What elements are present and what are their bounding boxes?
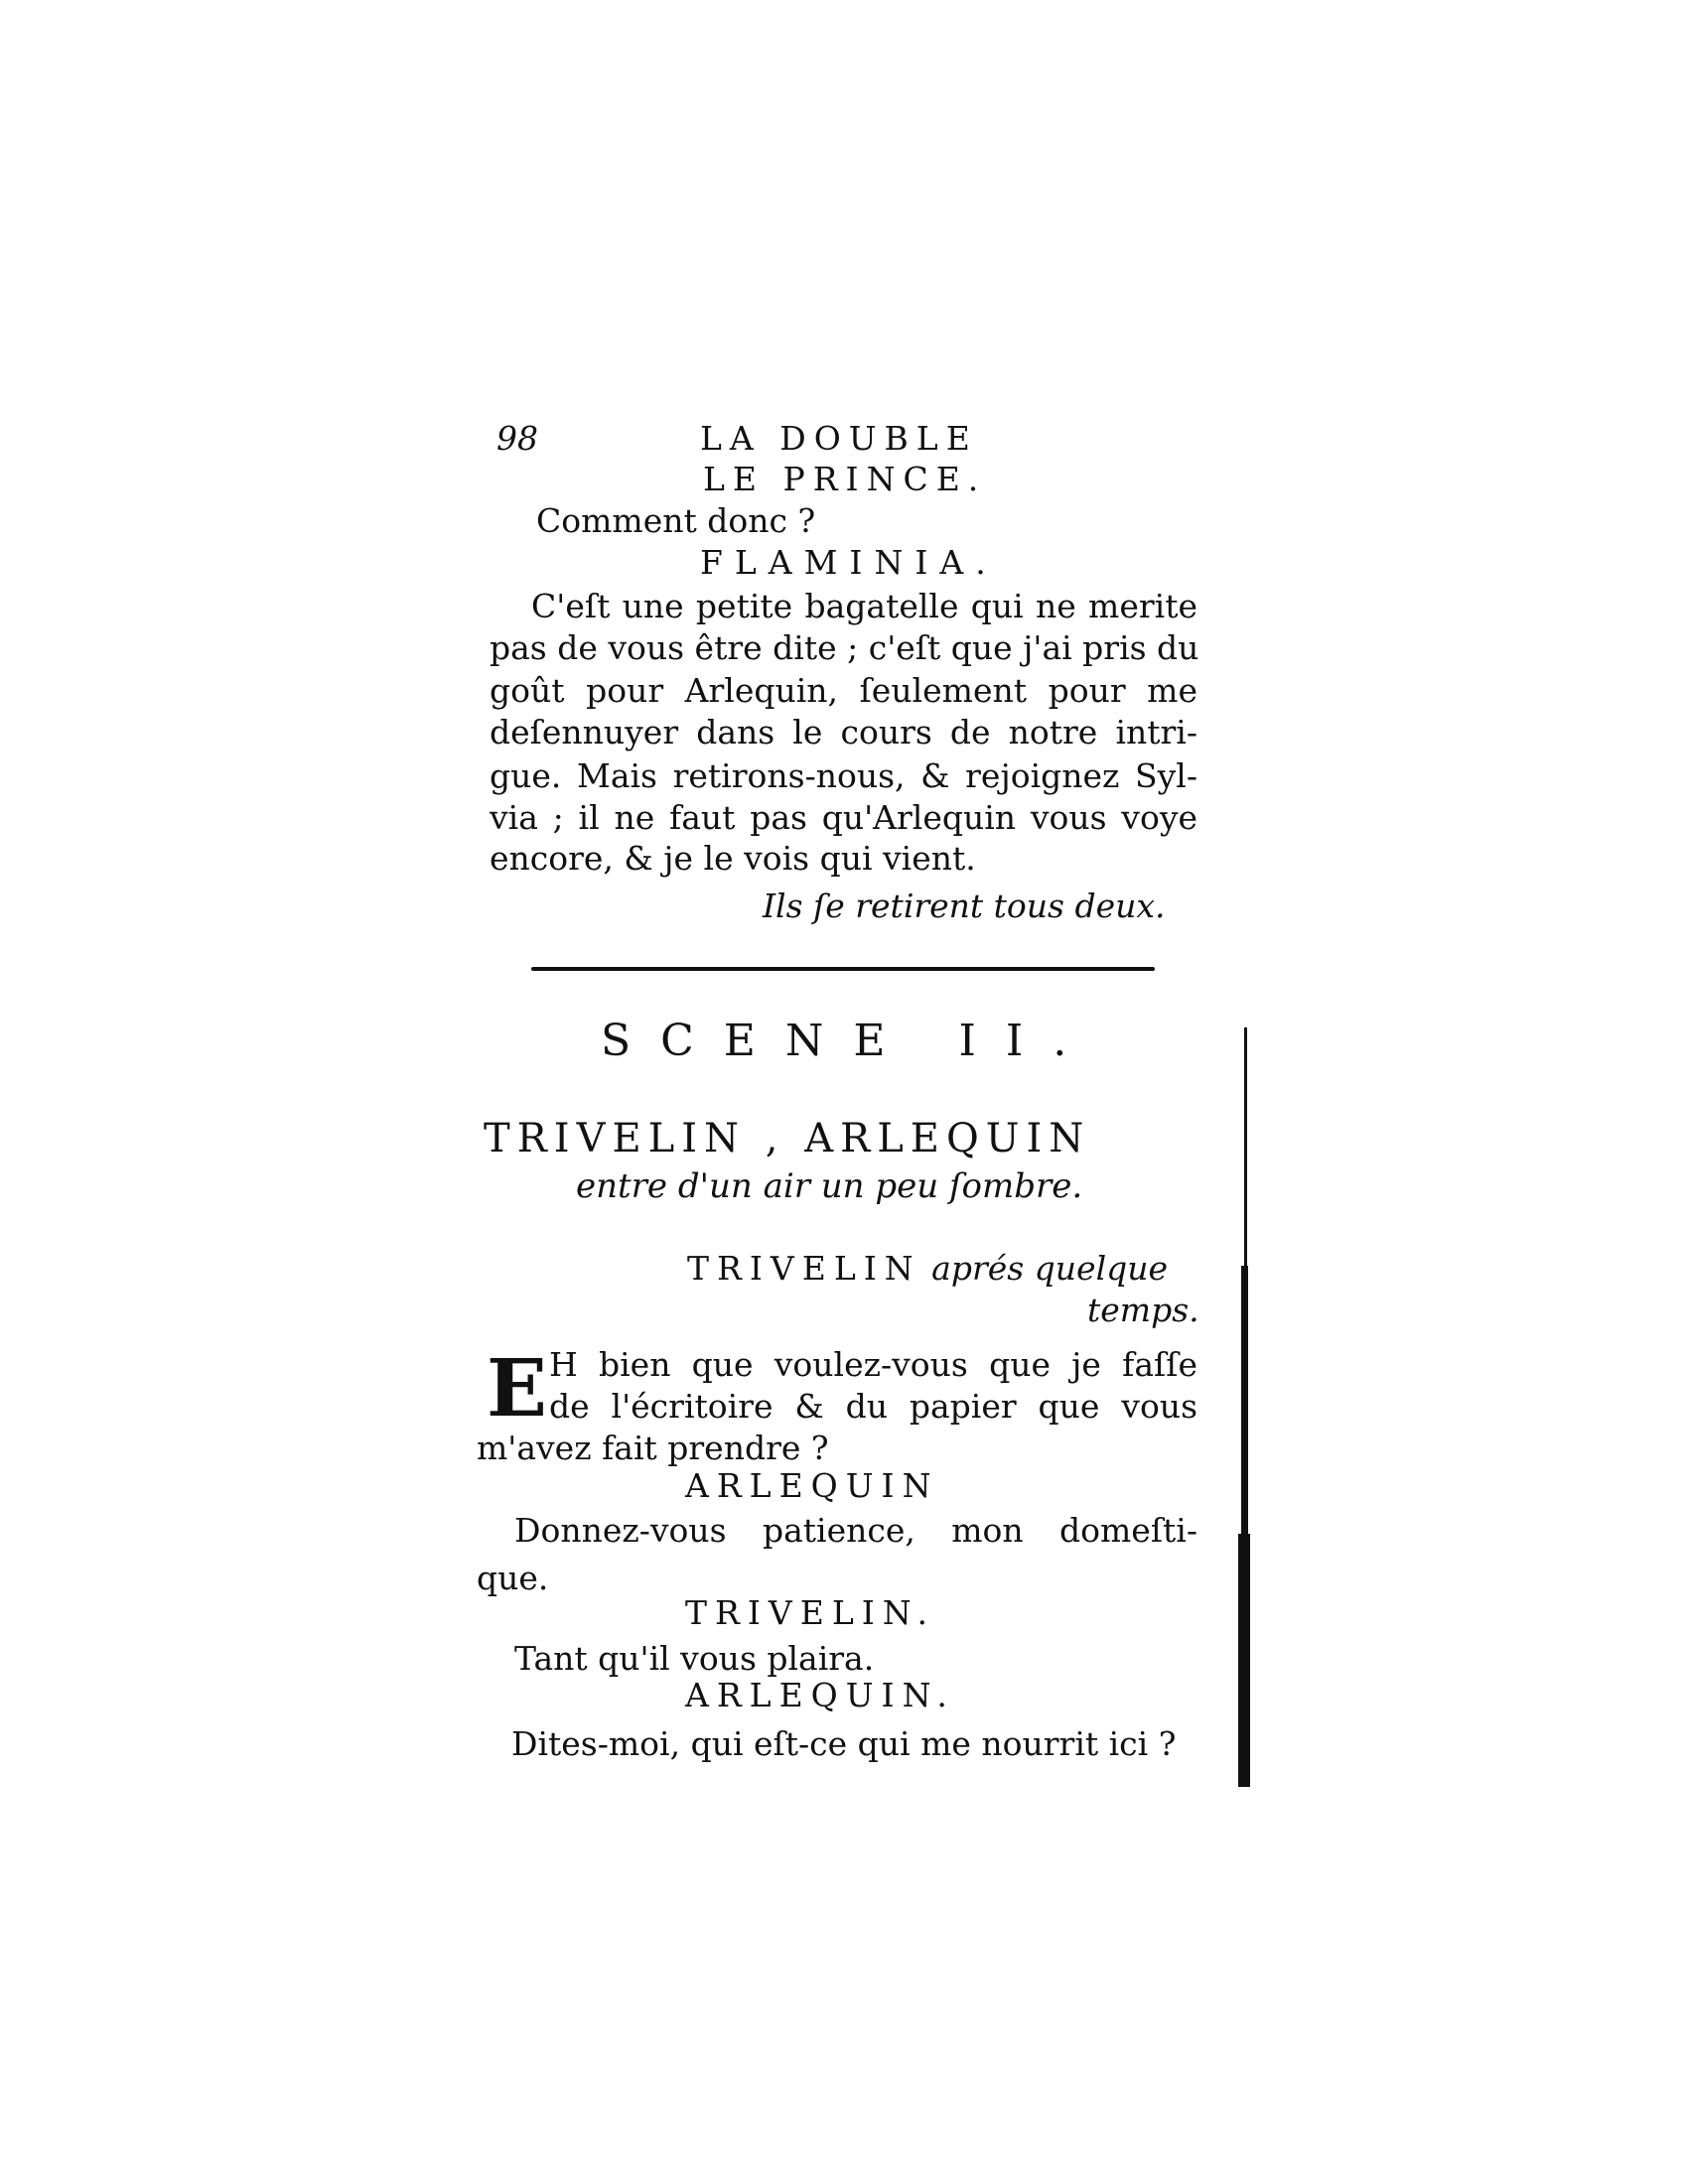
speech-line: de l'écritoire & du papier que vous	[549, 1387, 1197, 1426]
speech-line: encore, & je le vois qui vient.	[490, 839, 976, 878]
drop-cap: E	[487, 1341, 547, 1434]
speaker-flaminia: FLAMINIA.	[700, 543, 998, 582]
speech-line: goût pour Arlequin, ſeulement pour me	[490, 671, 1197, 710]
speaker-direction: aprés quelque	[931, 1249, 1169, 1288]
speech-line: H bien que voulez-vous que je faſſe	[549, 1345, 1197, 1384]
running-head: LA DOUBLE	[700, 419, 978, 458]
speech-line: Dites-moi, qui eſt-ce qui me nourrit ici ?	[511, 1724, 1177, 1763]
speaker-arlequin: ARLEQUIN	[685, 1466, 939, 1505]
speaker-arlequin: ARLEQUIN.	[685, 1676, 955, 1714]
speech-line: Comment donc ?	[536, 501, 816, 540]
speech-line: deſennuyer dans le cours de notre intri-	[490, 713, 1197, 751]
speech-line: gue. Mais retirons-nous, & rejoignez Syl-	[490, 756, 1197, 795]
speaker-le-prince: LE PRINCE.	[703, 460, 987, 498]
page-number: 98	[496, 419, 538, 458]
speech-line: via ; il ne faut pas qu'Arlequin vous voye	[490, 798, 1197, 837]
characters-direction: entre d'un air un peu ſombre.	[576, 1166, 1083, 1206]
section-divider	[531, 967, 1155, 971]
scene-characters: TRIVELIN , ARLEQUIN	[484, 1116, 1091, 1161]
speech-line: Tant qu'il vous plaira.	[514, 1639, 875, 1678]
speaker-trivelin	[687, 1249, 1168, 1289]
speech-line: C'eſt une petite bagatelle qui ne merite	[531, 587, 1197, 625]
speech-line: pas de vous être dite ; c'eſt que j'ai pris du	[490, 628, 1199, 667]
speaker-name: TRIVELIN	[687, 1249, 921, 1288]
scene-title: SCENE II.	[601, 1016, 1097, 1066]
speech-line: que.	[477, 1559, 549, 1597]
speaker-direction-cont: temps.	[1087, 1291, 1199, 1329]
page-edge-shadow	[1244, 1027, 1247, 1266]
page-edge-shadow	[1241, 1266, 1248, 1534]
page-edge-shadow	[1238, 1534, 1250, 1787]
speech-line: m'avez fait prendre ?	[477, 1429, 829, 1467]
speaker-trivelin: TRIVELIN.	[685, 1593, 936, 1632]
speech-line: Donnez-vous patience, mon domeſti-	[514, 1511, 1197, 1550]
stage-direction: Ils ſe retirent tous deux.	[763, 887, 1166, 925]
